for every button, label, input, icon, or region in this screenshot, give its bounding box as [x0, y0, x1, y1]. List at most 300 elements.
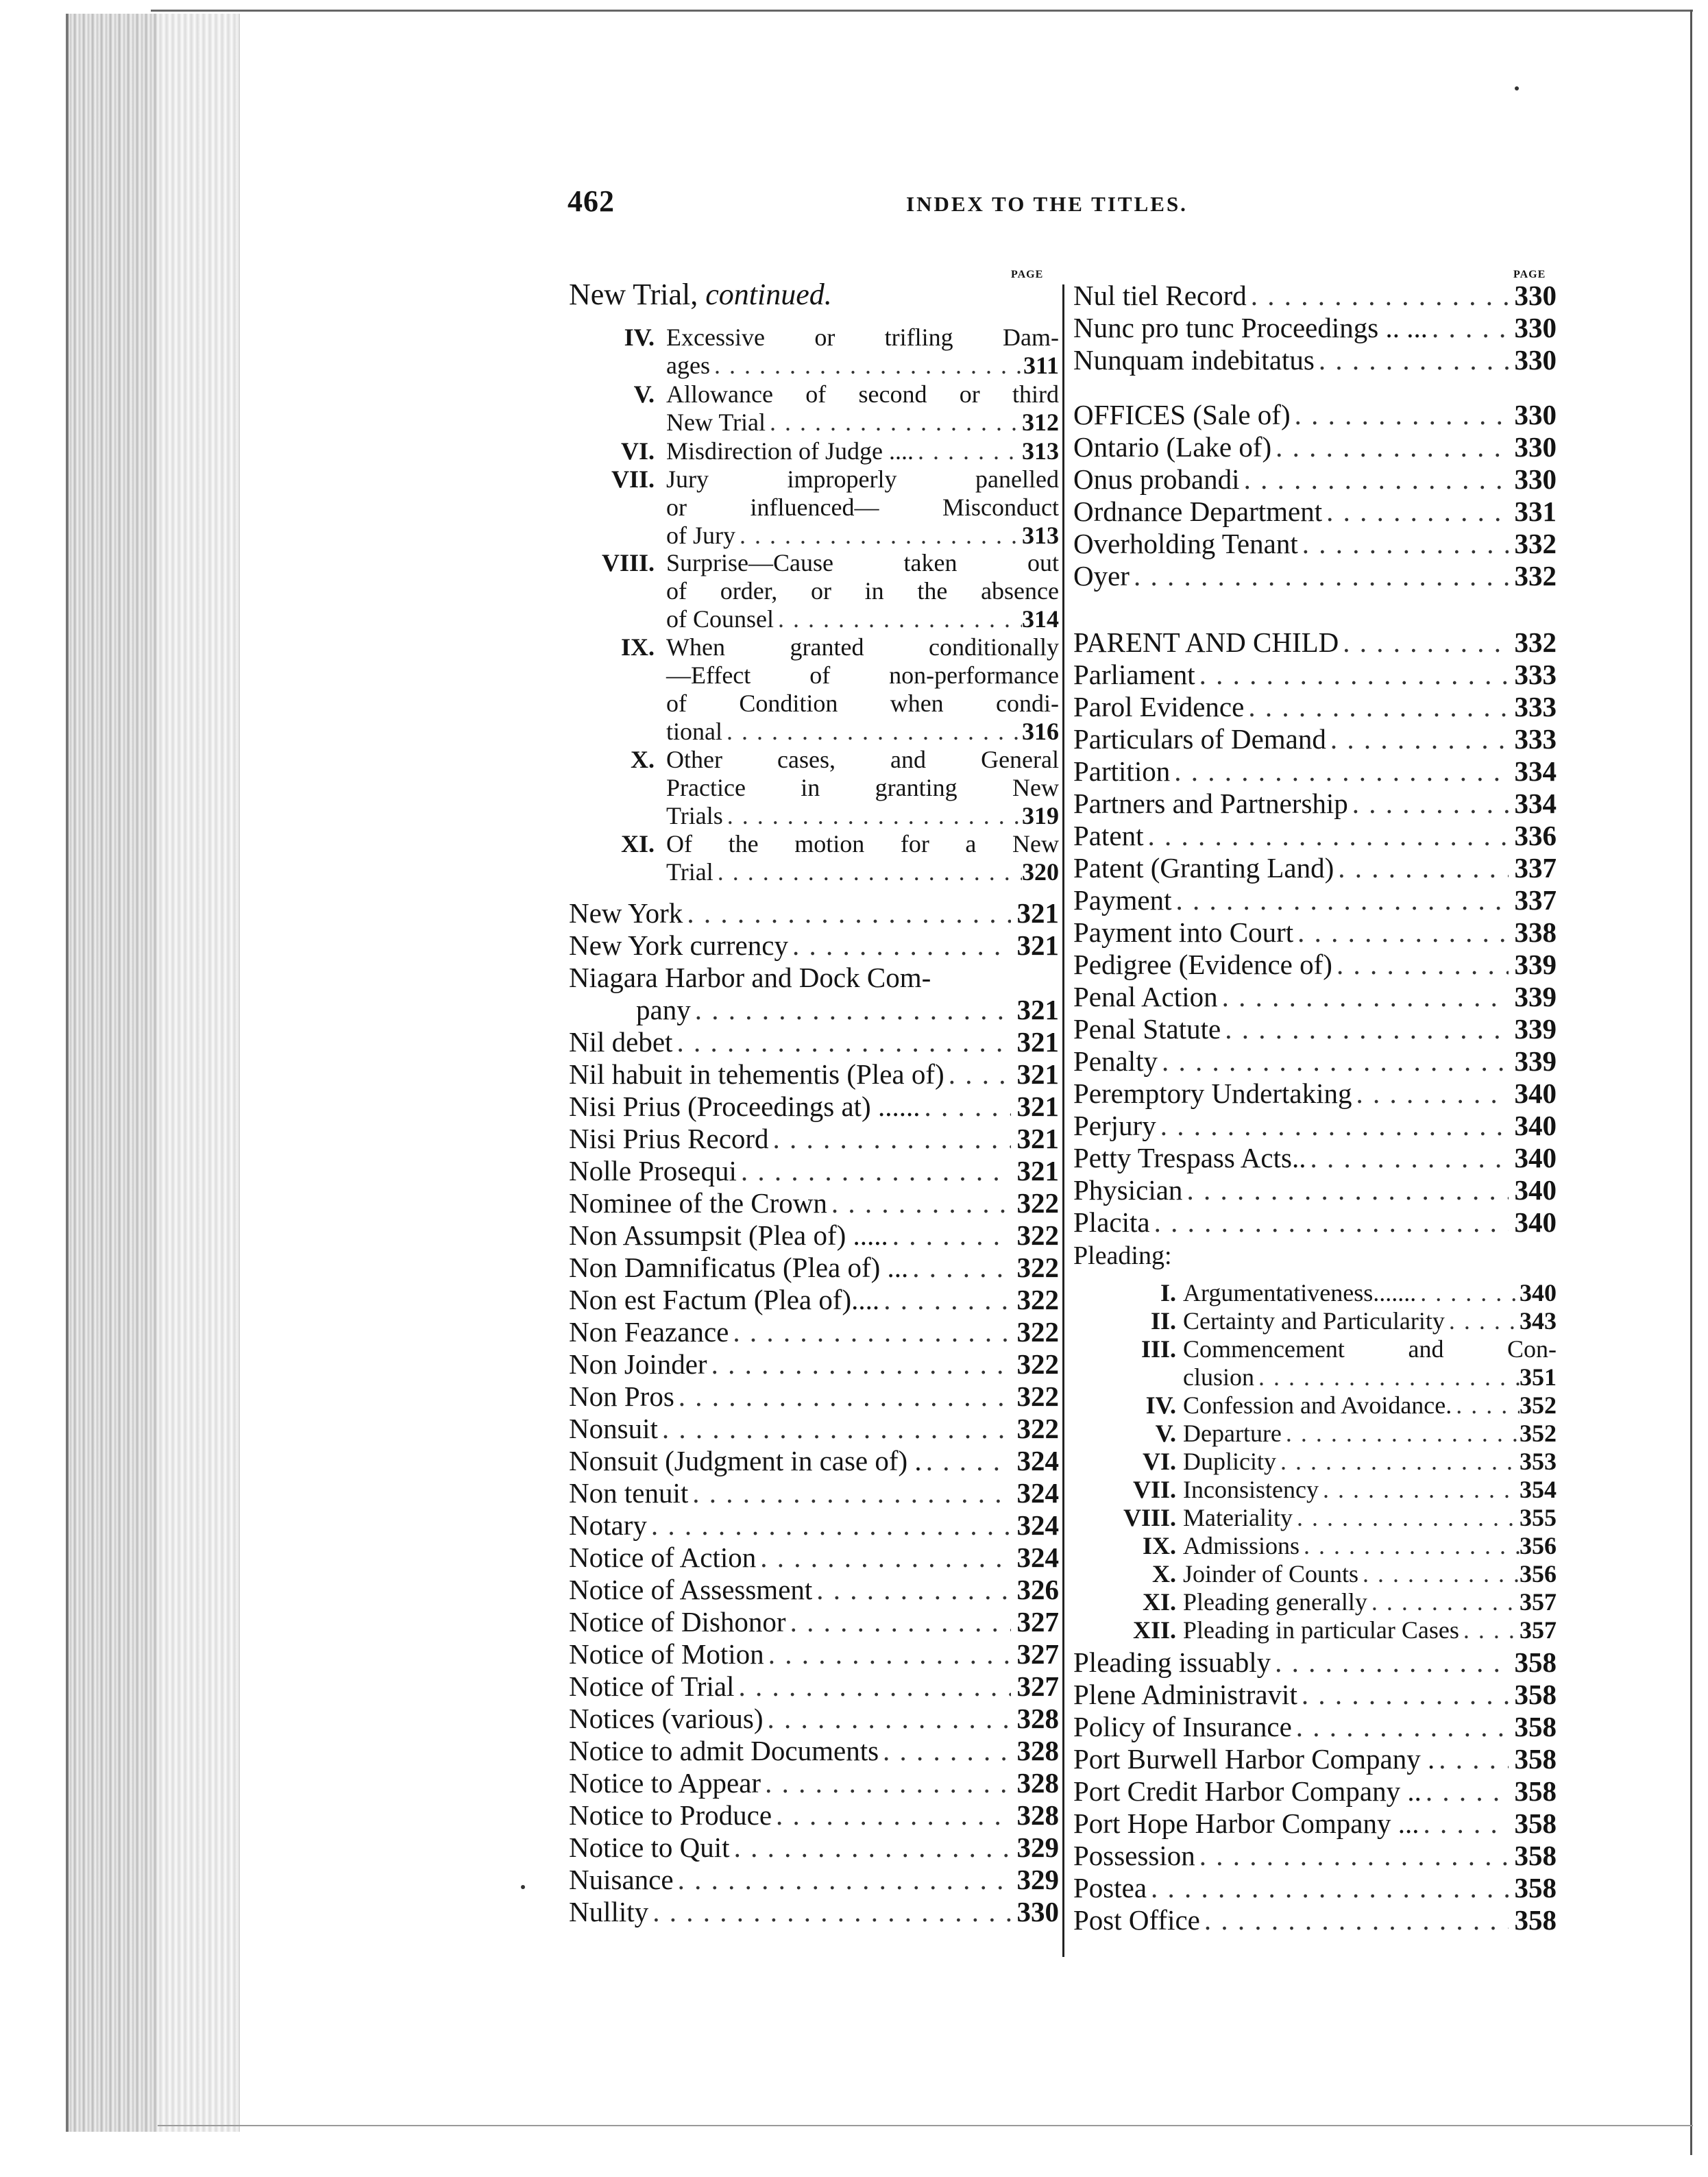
index-entry — [1073, 1679, 1557, 1710]
entry-page: 327 — [1016, 1670, 1059, 1702]
entry-page: 340 — [1514, 1206, 1557, 1238]
subsection-numeral: II. — [1150, 1307, 1176, 1335]
subsection-text — [666, 494, 1059, 522]
subsection-entry — [1183, 1307, 1557, 1335]
leader-dots — [691, 994, 1011, 1025]
subsection-numeral: X. — [1152, 1560, 1176, 1588]
subsection-label: Other cases, and General — [666, 746, 1059, 773]
entry-page: 330 — [1514, 399, 1557, 430]
subsection-label: Departure — [1183, 1420, 1282, 1447]
page-column-label-right: PAGE — [1513, 269, 1546, 280]
entry-label: Peremptory Undertaking — [1073, 1078, 1352, 1109]
index-entry — [1073, 1078, 1557, 1109]
entry-label: Notary — [569, 1509, 647, 1541]
entry-page: 321 — [1016, 897, 1059, 929]
entry-label: Partners and Partnership — [1073, 788, 1348, 819]
leader-dots — [1300, 1532, 1520, 1560]
entry-label: Parol Evidence — [1073, 691, 1245, 722]
index-entry — [569, 1445, 1059, 1476]
entry-label: Notice of Motion — [569, 1638, 764, 1670]
leader-dots — [920, 1091, 1011, 1122]
entry-page: 322 — [1016, 1348, 1059, 1380]
entry-page: 324 — [1016, 1445, 1059, 1476]
leader-dots — [1291, 399, 1509, 430]
entry-label: Ontario (Lake of) — [1073, 431, 1272, 463]
subsection-entry — [1183, 1448, 1557, 1476]
entry-page: 339 — [1514, 981, 1557, 1012]
subsection-numeral: XII. — [1132, 1616, 1176, 1644]
entry-label: Nolle Prosequi — [569, 1155, 737, 1187]
subsection-label: or influenced— Misconduct — [666, 494, 1059, 521]
entry-label: Plene Administravit — [1073, 1679, 1297, 1710]
subsection-entry — [666, 718, 1059, 746]
entry-page: 334 — [1514, 788, 1557, 819]
subsection-label: Pleading in particular Cases — [1183, 1616, 1459, 1644]
leader-dots — [914, 437, 1022, 465]
leader-dots — [722, 718, 1022, 746]
entry-page: 338 — [1514, 916, 1557, 948]
entry-page: 358 — [1514, 1872, 1557, 1904]
leader-dots — [922, 1445, 1011, 1476]
subsection-entry — [666, 352, 1059, 380]
leader-dots — [1195, 659, 1509, 690]
subsection-entry — [1183, 1476, 1557, 1504]
leader-dots — [786, 1606, 1011, 1638]
subsection-label: Practice in granting New — [666, 774, 1059, 801]
subsection-entry — [1183, 1616, 1557, 1644]
subsection-page: 312 — [1022, 409, 1059, 436]
index-entry — [569, 1316, 1059, 1348]
entry-label: Non Damnificatus (Plea of) ... — [569, 1252, 909, 1283]
index-entry — [1073, 1013, 1557, 1045]
entry-page: 358 — [1514, 1775, 1557, 1807]
leader-dots — [1367, 1588, 1520, 1616]
index-entry — [569, 1155, 1059, 1187]
index-entry — [1073, 528, 1557, 559]
entry-label: Nuisance — [569, 1864, 674, 1895]
subsection-text — [666, 746, 1059, 774]
entry-page: 330 — [1514, 344, 1557, 376]
subsection-label: of Condition when condi- — [666, 690, 1059, 717]
index-entry — [569, 1864, 1059, 1895]
subsection-text — [666, 324, 1059, 352]
entry-page: 340 — [1514, 1110, 1557, 1141]
entry-page: 333 — [1514, 659, 1557, 690]
entry-page: 321 — [1016, 929, 1059, 961]
subsection-label: Commencement and Con- — [1183, 1335, 1557, 1363]
subsection-entry — [666, 605, 1059, 633]
entry-label: pany — [636, 994, 691, 1025]
subsection-page: 313 — [1022, 522, 1059, 549]
leader-dots — [1315, 344, 1509, 376]
entry-page: 339 — [1514, 1013, 1557, 1045]
subsection-numeral: VII. — [611, 465, 655, 493]
subsection-text — [666, 661, 1059, 690]
column-divider — [1062, 284, 1064, 1957]
subsection-page: 356 — [1520, 1532, 1557, 1559]
entry-page: 330 — [1514, 280, 1557, 311]
subsection-entry — [666, 858, 1059, 886]
leader-dots — [827, 1187, 1011, 1219]
leader-dots — [1130, 560, 1509, 592]
leader-dots — [1221, 1013, 1509, 1045]
leader-dots — [1254, 1363, 1520, 1391]
leader-dots — [713, 858, 1022, 886]
subsection-text — [666, 465, 1059, 494]
pleading-heading: Pleading: — [1073, 1241, 1172, 1270]
leader-dots — [1182, 1174, 1509, 1206]
index-entry — [569, 1123, 1059, 1154]
leader-dots — [658, 1413, 1011, 1444]
entry-label: Pedigree (Evidence of) — [1073, 949, 1332, 980]
leader-dots — [1143, 820, 1509, 851]
leader-dots — [1416, 1279, 1520, 1307]
subsection-numeral: VI. — [1142, 1448, 1176, 1475]
index-entry — [1073, 1206, 1557, 1238]
leader-dots — [879, 1735, 1011, 1766]
entry-page: 328 — [1016, 1703, 1059, 1734]
speck — [1515, 86, 1519, 90]
index-entry — [1073, 1142, 1557, 1173]
index-entry — [636, 994, 1059, 1025]
entry-label: Perjury — [1073, 1110, 1156, 1141]
subsection-page: 355 — [1520, 1504, 1557, 1531]
index-entry — [569, 1284, 1059, 1315]
subsection-numeral: IV. — [1145, 1391, 1176, 1419]
top-edge-line — [151, 10, 1693, 12]
subsection-entry — [1183, 1279, 1557, 1307]
entry-label: Placita — [1073, 1206, 1150, 1238]
index-entry — [569, 1703, 1059, 1734]
index-entry — [569, 1381, 1059, 1412]
subsection-page: 343 — [1520, 1307, 1557, 1335]
entry-label: Non Assumpsit (Plea of) ..... — [569, 1219, 888, 1251]
entry-label: Penal Statute — [1073, 1013, 1221, 1045]
entry-label: Penalty — [1073, 1045, 1158, 1077]
leader-dots — [647, 1509, 1011, 1541]
leader-dots — [788, 929, 1011, 961]
entry-page: 321 — [1016, 994, 1059, 1025]
entry-page: 329 — [1016, 1832, 1059, 1863]
leader-dots — [1348, 788, 1509, 819]
subsection-entry — [666, 409, 1059, 437]
subsection-entry — [666, 522, 1059, 550]
index-entry — [569, 1799, 1059, 1831]
subsection-label: tional — [666, 718, 722, 745]
leader-dots — [1271, 431, 1509, 463]
subsection-page: 352 — [1520, 1391, 1557, 1419]
leader-dots — [710, 352, 1023, 380]
index-entry — [569, 1187, 1059, 1219]
subsection-label: Of the motion for a New — [666, 830, 1059, 858]
leader-dots — [761, 1767, 1011, 1799]
subsection-label: Confession and Avoidance. — [1183, 1391, 1452, 1419]
entry-label: Possession — [1073, 1840, 1195, 1871]
subsection-page: 357 — [1520, 1588, 1557, 1616]
subsection-label: Jury improperly panelled — [666, 465, 1059, 493]
entry-label: PARENT AND CHILD — [1073, 627, 1339, 658]
index-entry — [1073, 1840, 1557, 1871]
leader-dots — [944, 1058, 1011, 1090]
leader-dots — [764, 1703, 1012, 1734]
entry-page: 324 — [1016, 1477, 1059, 1509]
index-entry — [1073, 916, 1557, 948]
entry-page: 324 — [1016, 1509, 1059, 1541]
leader-dots — [1156, 1110, 1509, 1141]
entry-label: New York currency — [569, 929, 788, 961]
leader-dots — [1332, 949, 1509, 980]
right-edge-line — [1690, 10, 1692, 2155]
subsection-entry — [1183, 1504, 1557, 1532]
leader-dots — [1195, 1840, 1509, 1871]
entry-label: Nil habuit in tehementis (Plea of) — [569, 1058, 944, 1090]
entry-page: 332 — [1514, 560, 1557, 592]
leader-dots — [908, 1252, 1011, 1283]
index-entry — [1073, 981, 1557, 1012]
page-edge-highlight — [158, 14, 237, 2132]
entry-label: Particulars of Demand — [1073, 723, 1326, 755]
entry-page: 321 — [1016, 1026, 1059, 1058]
entry-page: 333 — [1514, 691, 1557, 722]
entry-label: Postea — [1073, 1872, 1147, 1904]
leader-dots — [1358, 1560, 1520, 1588]
index-entry — [569, 1477, 1059, 1509]
leader-dots — [1150, 1206, 1509, 1238]
leader-dots — [1247, 280, 1509, 311]
index-entry — [569, 1509, 1059, 1541]
entry-page: 358 — [1514, 1646, 1557, 1678]
subsection-label: of order, or in the absence — [666, 577, 1059, 605]
subsection-text — [666, 380, 1059, 409]
entry-page: 332 — [1514, 528, 1557, 559]
subsection-page: 352 — [1520, 1420, 1557, 1447]
entry-page: 330 — [1514, 312, 1557, 343]
entry-label: Non est Factum (Plea of).... — [569, 1284, 880, 1315]
index-entry — [1073, 1174, 1557, 1206]
subsection-entry — [1183, 1391, 1557, 1420]
subsection-page: 351 — [1520, 1363, 1557, 1391]
subsection-page: 320 — [1022, 858, 1059, 886]
leader-dots — [1297, 1679, 1509, 1710]
entry-label: Non Pros — [569, 1381, 674, 1412]
entry-label: Notice of Trial — [569, 1670, 735, 1702]
leader-dots — [734, 1670, 1011, 1702]
leader-dots — [1459, 1616, 1520, 1644]
entry-label: Nisi Prius Record — [569, 1123, 769, 1154]
subsection-page: 356 — [1520, 1560, 1557, 1588]
entry-label: Post Office — [1073, 1904, 1200, 1936]
index-entry — [1073, 788, 1557, 819]
speck — [521, 1885, 525, 1889]
bottom-edge-line — [158, 2125, 1693, 2126]
index-entry — [569, 1606, 1059, 1638]
subsection-page: 316 — [1022, 718, 1059, 745]
index-entry — [569, 1413, 1059, 1444]
subsection-entry — [1183, 1363, 1557, 1391]
entry-label: Policy of Insurance — [1073, 1711, 1292, 1742]
entry-page: 358 — [1514, 1679, 1557, 1710]
subsection-label: Duplicity — [1183, 1448, 1276, 1475]
entry-label: Niagara Harbor and Dock Com- — [569, 962, 931, 993]
entry-page: 321 — [1016, 1058, 1059, 1090]
index-entry — [1073, 723, 1557, 755]
entry-label: Nullity — [569, 1896, 649, 1927]
leader-dots — [1334, 852, 1509, 884]
leader-dots — [723, 802, 1022, 830]
entry-page: 336 — [1514, 820, 1557, 851]
entry-page: 328 — [1016, 1735, 1059, 1766]
subsection-text — [1183, 1335, 1557, 1363]
leader-dots — [1218, 981, 1509, 1012]
entry-page: 339 — [1514, 1045, 1557, 1077]
entry-label: Penal Action — [1073, 981, 1218, 1012]
leader-dots — [683, 897, 1011, 929]
entry-label: OFFICES (Sale of) — [1073, 399, 1291, 430]
subsection-numeral: X. — [631, 746, 655, 773]
subsection-numeral: IX. — [1142, 1532, 1176, 1559]
entry-label: Patent (Granting Land) — [1073, 852, 1334, 884]
index-entry — [569, 1832, 1059, 1863]
index-entry — [569, 1896, 1059, 1927]
index-entry — [1073, 463, 1557, 495]
entry-page: 358 — [1514, 1743, 1557, 1775]
subsection-page: 340 — [1520, 1279, 1557, 1306]
subsection-page: 354 — [1520, 1476, 1557, 1503]
entry-label: Ordnance Department — [1073, 496, 1323, 527]
entry-page: 329 — [1016, 1864, 1059, 1895]
leader-dots — [735, 522, 1022, 550]
entry-label: Parliament — [1073, 659, 1195, 690]
leader-dots — [1200, 1904, 1509, 1936]
entry-label: Nunquam indebitatus — [1073, 344, 1315, 376]
subsection-numeral: I. — [1160, 1279, 1176, 1306]
entry-page: 337 — [1514, 884, 1557, 916]
index-entry — [1073, 431, 1557, 463]
leader-dots — [756, 1542, 1011, 1573]
index-entry — [1073, 659, 1557, 690]
index-entry — [1073, 1711, 1557, 1742]
leader-dots — [1322, 496, 1509, 527]
index-entry — [569, 1348, 1059, 1380]
index-entry — [1073, 496, 1557, 527]
subsection-numeral: XI. — [620, 830, 655, 858]
leader-dots — [1244, 691, 1509, 722]
entry-label: Nunc pro tunc Proceedings .. ... — [1073, 312, 1428, 343]
entry-page: 327 — [1016, 1606, 1059, 1638]
leader-dots — [648, 1896, 1011, 1927]
index-entry — [1073, 691, 1557, 722]
index-entry — [1073, 755, 1557, 787]
leader-dots — [674, 1864, 1011, 1895]
index-entry — [569, 1670, 1059, 1702]
subsection-numeral: IX. — [620, 633, 655, 661]
subsection-label: Argumentativeness....... — [1183, 1279, 1417, 1306]
entry-page: 321 — [1016, 1123, 1059, 1154]
leader-dots — [672, 1026, 1011, 1058]
subsection-numeral: VIII. — [601, 549, 655, 576]
entry-label: Port Hope Harbor Company ... — [1073, 1808, 1419, 1839]
subsection-numeral: V. — [1155, 1420, 1176, 1447]
subsection-page: 319 — [1022, 802, 1059, 829]
entry-label: Non Joinder — [569, 1348, 707, 1380]
entry-label: Onus probandi — [1073, 463, 1240, 495]
subsection-numeral: IV. — [624, 324, 655, 351]
index-entry — [569, 1091, 1059, 1122]
entry-page: 322 — [1016, 1187, 1059, 1219]
subsection-label: Joinder of Counts — [1183, 1560, 1358, 1588]
subsection-label: Inconsistency — [1183, 1476, 1319, 1503]
entry-page: 340 — [1514, 1078, 1557, 1109]
subsection-page: 313 — [1022, 437, 1059, 465]
subsection-numeral: VI. — [620, 437, 655, 465]
leader-dots — [1282, 1420, 1520, 1448]
subsection-entry — [1183, 1588, 1557, 1616]
leader-dots — [1339, 627, 1509, 658]
entry-page: 333 — [1514, 723, 1557, 755]
entry-page: 337 — [1514, 852, 1557, 884]
index-entry — [569, 1574, 1059, 1605]
entry-label: Pleading issuably — [1073, 1646, 1271, 1678]
subsection-label: Excessive or trifling Dam- — [666, 324, 1059, 351]
subsection-entry — [1183, 1532, 1557, 1560]
entry-label: Patent — [1073, 820, 1144, 851]
entry-label: Notice of Action — [569, 1542, 757, 1573]
leader-dots — [707, 1348, 1011, 1380]
index-entry — [569, 897, 1059, 929]
leader-dots — [1306, 1142, 1509, 1173]
entry-page: 332 — [1514, 627, 1557, 658]
subsection-numeral: VIII. — [1123, 1504, 1176, 1531]
index-entry — [1073, 1775, 1557, 1807]
index-entry — [1073, 1808, 1557, 1839]
index-entry — [1073, 1646, 1557, 1678]
entry-label: Nonsuit — [569, 1413, 658, 1444]
subsection-label: Allowance of second or third — [666, 380, 1059, 408]
subsection-page: 353 — [1520, 1448, 1557, 1475]
entry-page: 330 — [1514, 463, 1557, 495]
page-title: INDEX TO THE TITLES. — [906, 192, 1188, 216]
leader-dots — [1293, 1504, 1520, 1532]
index-entry — [569, 1542, 1059, 1573]
index-entry — [1073, 560, 1557, 592]
subsection-numeral: VII. — [1132, 1476, 1176, 1503]
leader-dots — [737, 1155, 1011, 1187]
index-entry — [569, 1252, 1059, 1283]
leader-dots — [774, 605, 1022, 633]
entry-page: 328 — [1016, 1767, 1059, 1799]
entry-label: Payment into Court — [1073, 916, 1294, 948]
subsection-label: When granted conditionally — [666, 633, 1059, 661]
leader-dots — [1445, 1307, 1520, 1335]
entry-page: 330 — [1016, 1896, 1059, 1927]
entry-page: 340 — [1514, 1174, 1557, 1206]
subsection-numeral: III. — [1140, 1335, 1176, 1363]
entry-label: New York — [569, 897, 683, 929]
entry-label: Nul tiel Record — [1073, 280, 1247, 311]
subsection-label: Admissions — [1183, 1532, 1300, 1559]
entry-page: 340 — [1514, 1142, 1557, 1173]
entry-label: Oyer — [1073, 560, 1130, 592]
entry-label: Port Burwell Harbor Company . — [1073, 1743, 1435, 1775]
entry-page: 339 — [1514, 949, 1557, 980]
leader-dots — [674, 1381, 1011, 1412]
entry-page: 322 — [1016, 1381, 1059, 1412]
subsection-page: 314 — [1022, 605, 1059, 633]
leader-dots — [766, 409, 1022, 437]
index-entry — [1073, 627, 1557, 658]
index-entry — [569, 929, 1059, 961]
entry-page: 327 — [1016, 1638, 1059, 1670]
